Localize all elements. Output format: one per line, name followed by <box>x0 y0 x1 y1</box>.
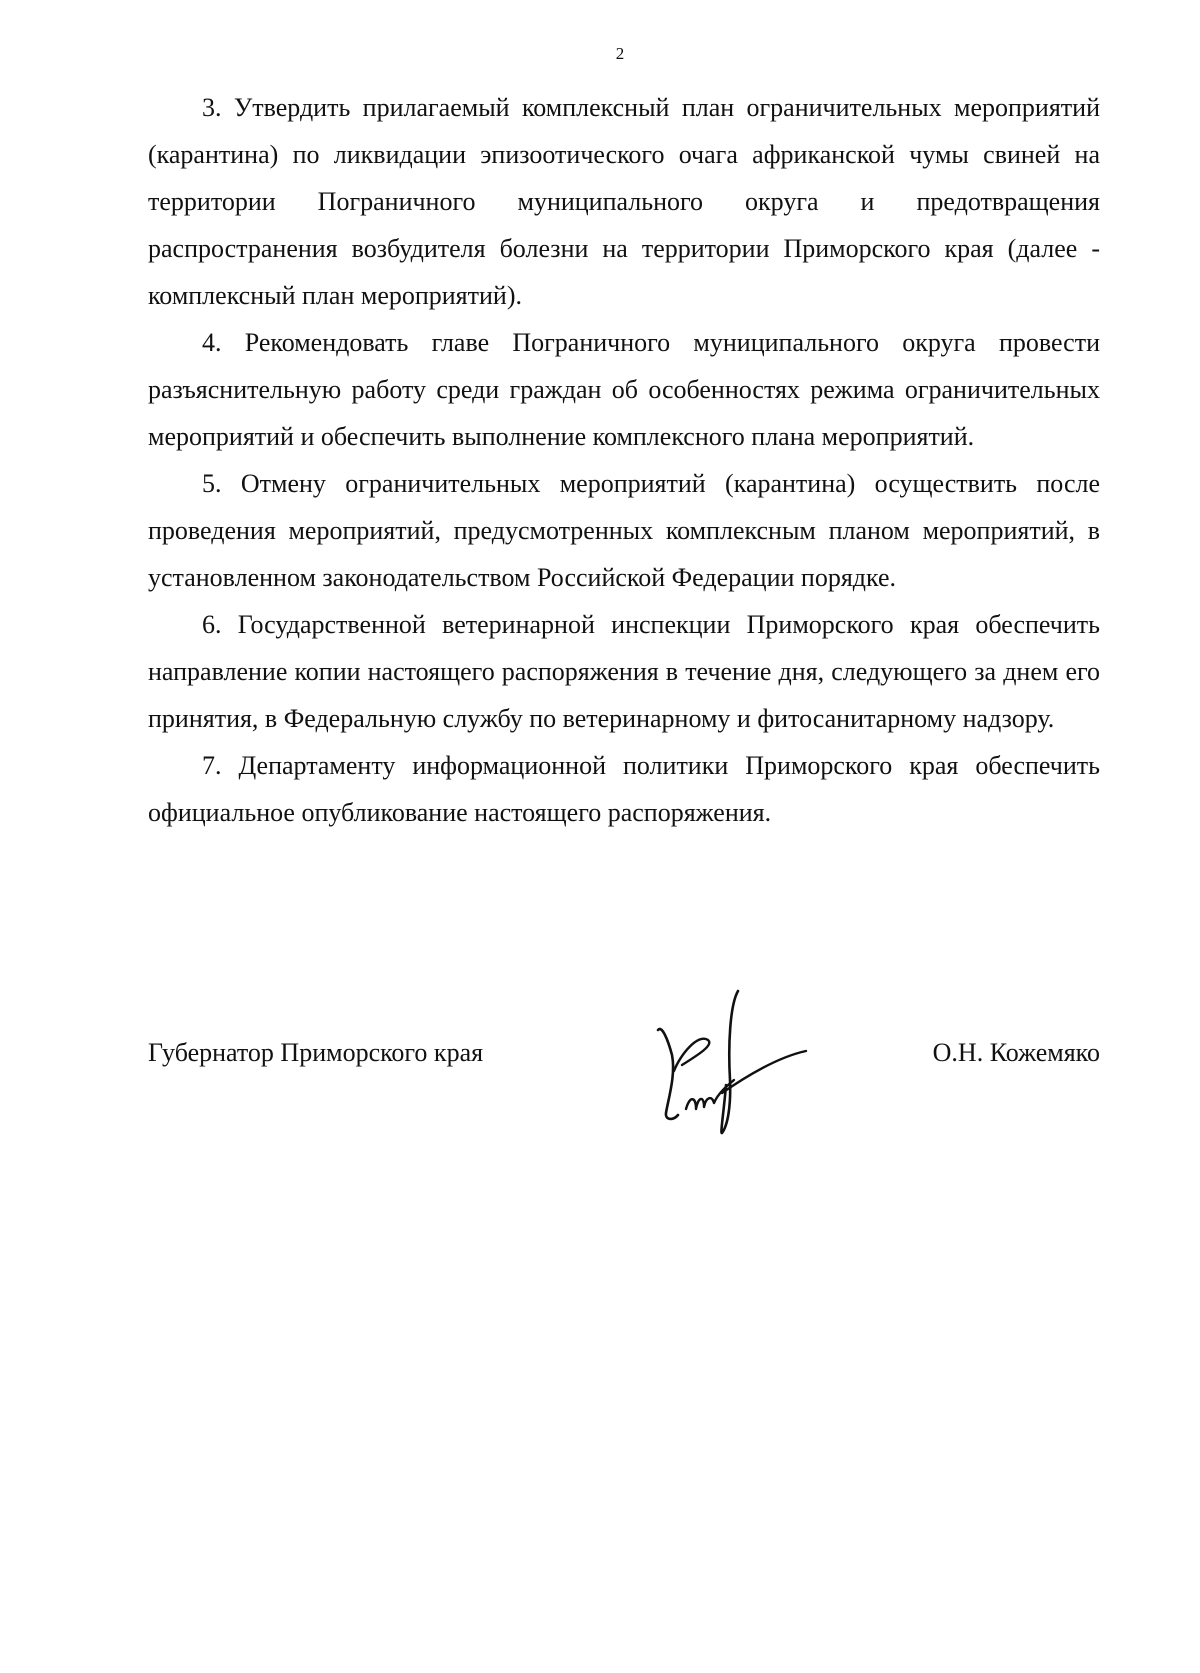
signatory-title: Губернатор Приморского края <box>148 1038 484 1067</box>
paragraph-item-5: 5. Отмену ограничительных мероприятий (карантина) осуществить после проведения мероприятий, предусмотренных комплексным планом мероприятий, в установленном законодательством Российской Федерации порядке. <box>148 469 1100 592</box>
paragraph-item-4: 4. Рекомендовать главе Пограничного муниципального округа провести разъяснительную работу среди граждан об особенностях режима ограничительных мероприятий и обеспечить выполнение комплексного плана мероприятий. <box>148 328 1100 451</box>
page-number: 2 <box>615 44 625 63</box>
paragraph-item-6: 6. Государственной ветеринарной инспекции Приморского края обеспечить направление копии настоящего распоряжения в течение дня, следующего за днем его принятия, в Федеральную службу по ветеринарному и фитосанитарному надзору. <box>148 610 1100 733</box>
signatory-name: О.Н. Кожемяко <box>932 1038 1100 1067</box>
paragraph-item-7: 7. Департаменту информационной политики Приморского края обеспечить официальное опубликование настоящего распоряжения. <box>148 751 1100 827</box>
handwritten-signature-icon <box>638 985 808 1145</box>
paragraph-item-3: 3. Утвердить прилагаемый комплексный план ограничительных мероприятий (карантина) по ликвидации эпизоотического очага африканской чумы свиней на территории Пограничного муниципального округа и предотвращения распространения возбудителя болезни на территории Приморского края (далее - комплексный план мероприятий). <box>148 93 1100 310</box>
signature-block <box>148 985 1100 1145</box>
document-body <box>148 84 1100 836</box>
